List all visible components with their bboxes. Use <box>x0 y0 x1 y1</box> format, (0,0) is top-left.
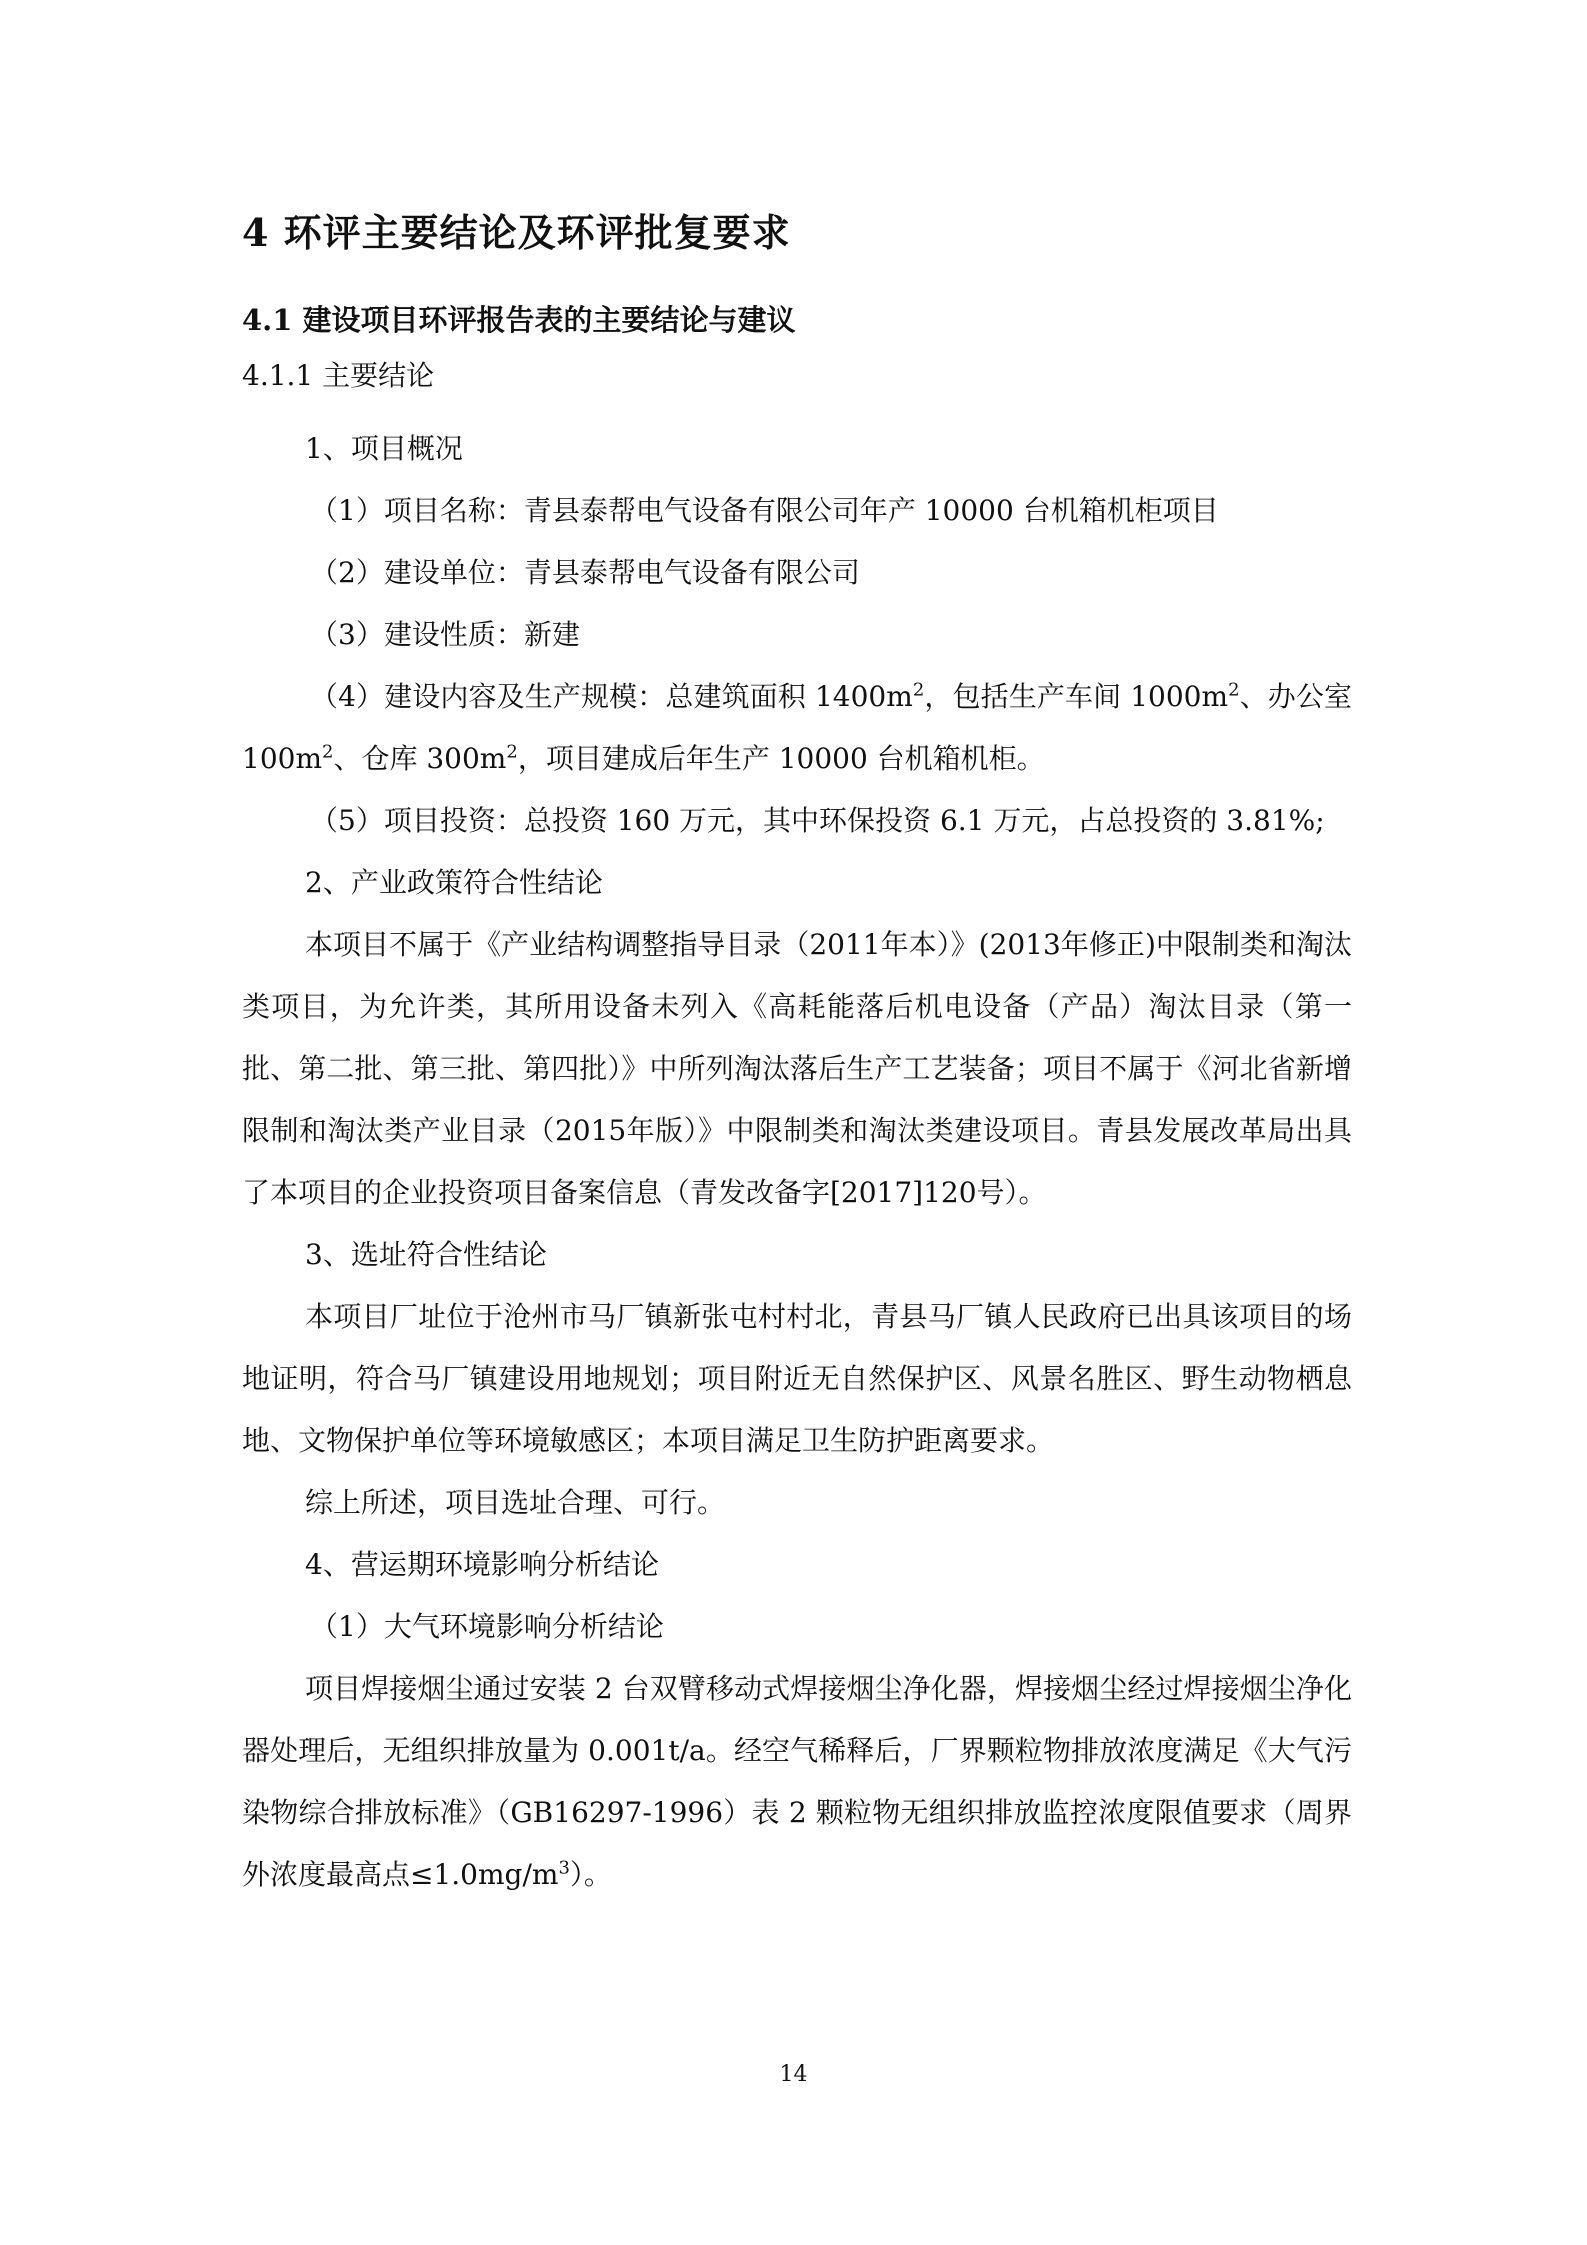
scale-text-b: ，包括生产车间 1000m <box>924 680 1229 713</box>
superscript-2: 2 <box>912 679 925 701</box>
air-impact-paragraph <box>242 1658 1352 1906</box>
air-impact-title: （1）大气环境影响分析结论 <box>310 1610 664 1643</box>
scale-item <box>242 666 1352 790</box>
project-name-item: （1）项目名称：青县泰帮电气设备有限公司年产 10000 台机箱机柜项目 <box>310 494 1219 527</box>
scale-text-e: ，项目建成后年生产 10000 台机箱机柜。 <box>517 742 1045 775</box>
superscript-2: 2 <box>322 741 334 763</box>
policy-title: 2、产业政策符合性结论 <box>305 866 603 899</box>
scale-text-d: 、仓库 300m <box>333 742 507 775</box>
builder-item: （2）建设单位：青县泰帮电气设备有限公司 <box>310 556 860 589</box>
site-title: 3、选址符合性结论 <box>305 1238 547 1271</box>
scale-text-a: （4）建设内容及生产规模：总建筑面积 1400m <box>310 680 913 713</box>
chapter-heading: 4 环评主要结论及环评批复要求 <box>242 210 791 255</box>
investment-item: （5）项目投资：总投资 160 万元，其中环保投资 6.1 万元，占总投资的 3.81%; <box>310 804 1325 837</box>
air-text-b: ）。 <box>569 1858 612 1891</box>
site-paragraph: 本项目厂址位于沧州市马厂镇新张屯村村北，青县马厂镇人民政府已出具该项目的场地证明，符合马厂镇建设用地规划；项目附近无自然保护区、风景名胜区、野生动物栖息地、文物保护单位等环境敏感区；本项目满足卫生防护距离要求。 <box>242 1300 1352 1457</box>
superscript-3: 3 <box>558 1857 570 1879</box>
policy-paragraph: 本项目不属于《产业结构调整指导目录（2011年本）》(2013年修正)中限制类和淘汰类项目，为允许类，其所用设备未列入《高耗能落后机电设备（产品）淘汰目录（第一批、第二批、第三批、第四批）》中所列淘汰落后生产工艺装备；项目不属于《河北省新增限制和淘汰类产业目录（2015年版）》中限制类和淘汰类建设项目。青县发展改革局出具了本项目的企业投资项目备案信息（青发改备字[2017]120号）。 <box>242 928 1352 1209</box>
section-heading: 4.1 建设项目环评报告表的主要结论与建议 <box>242 303 796 337</box>
superscript-2: 2 <box>1228 679 1240 701</box>
overview-title: 1、项目概况 <box>305 432 463 465</box>
page-content <box>242 208 1352 1906</box>
superscript-2: 2 <box>506 741 518 763</box>
nature-item: （3）建设性质：新建 <box>310 618 580 651</box>
scale-text-c: 、办公室 100m <box>242 680 1352 775</box>
site-summary: 综上所述，项目选址合理、可行。 <box>305 1486 726 1519</box>
subsection-heading: 4.1.1 主要结论 <box>242 359 435 392</box>
page-number: 14 <box>779 2062 808 2087</box>
air-text-a: 项目焊接烟尘通过安装 2 台双臂移动式焊接烟尘净化器，焊接烟尘经过焊接烟尘净化器处理后，无组织排放量为 0.001t/a。经空气稀释后，厂界颗粒物排放浓度满足《大气污染物综合排放标准》（GB16297-1996）表 2 颗粒物无组织排放监控浓度限值要求（周界外浓度最高点≤1.0mg/m <box>242 1672 1352 1891</box>
impact-title: 4、营运期环境影响分析结论 <box>305 1548 659 1581</box>
